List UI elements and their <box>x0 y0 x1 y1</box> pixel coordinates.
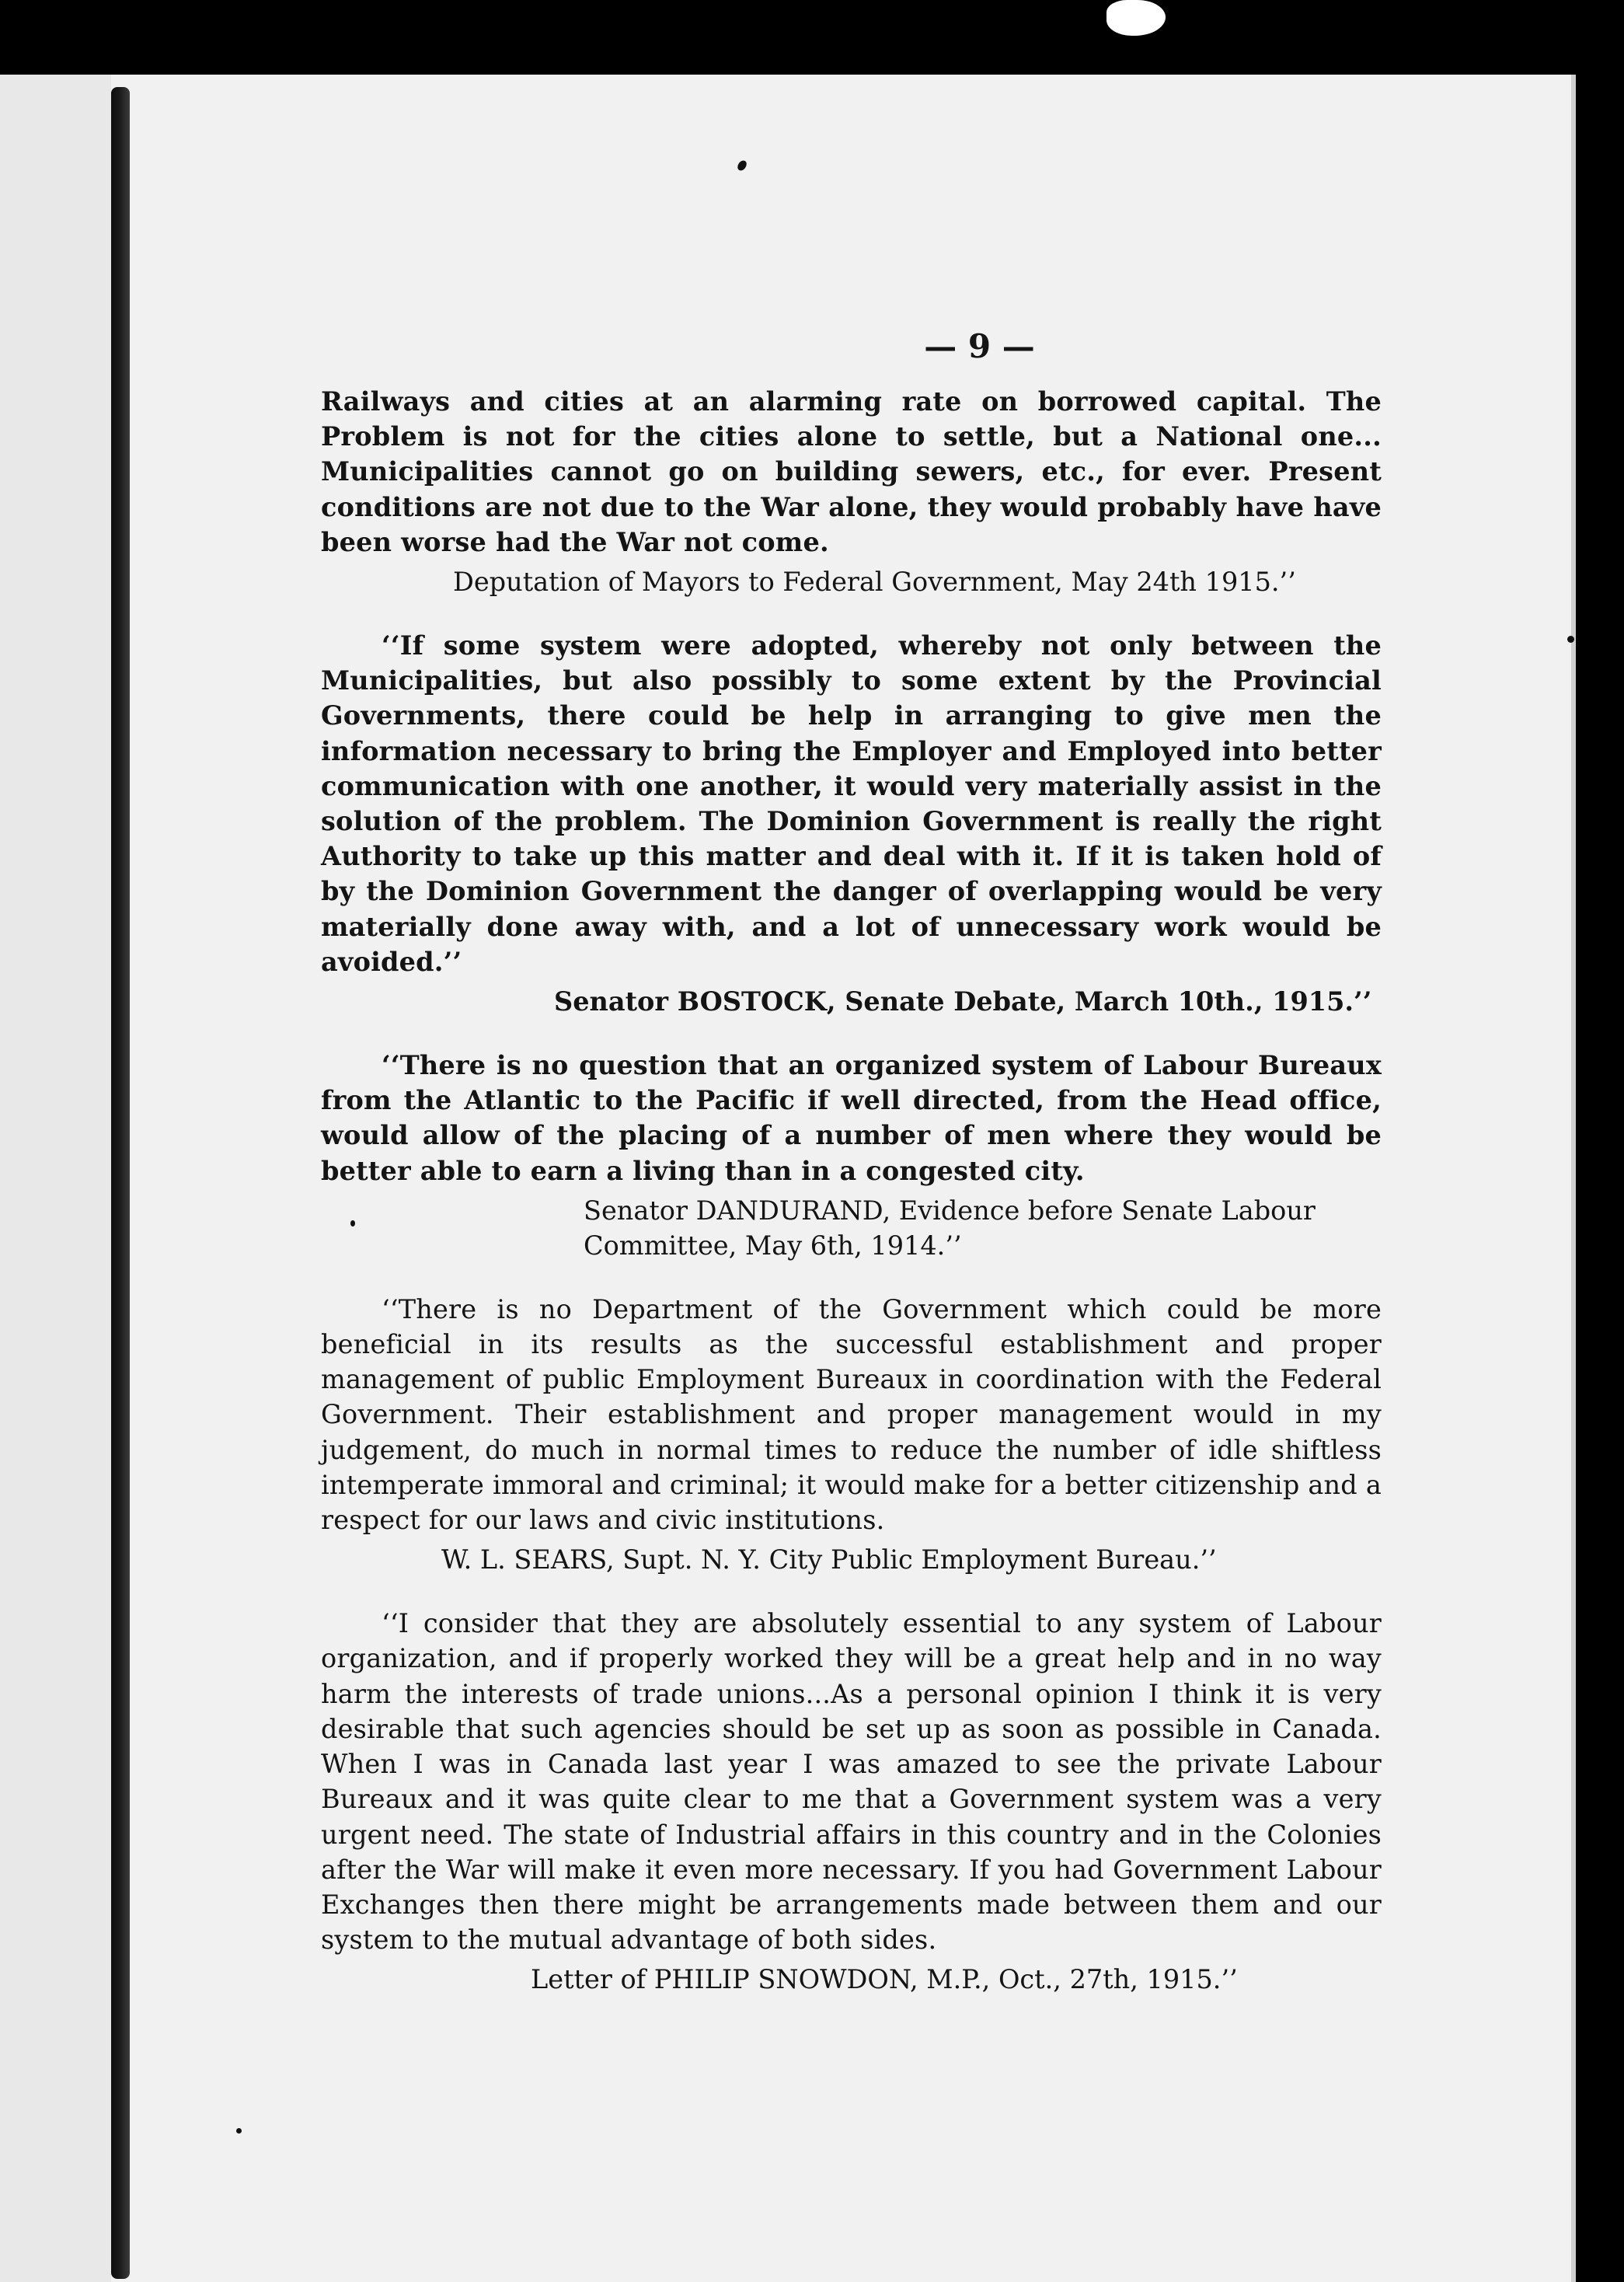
page-edge-shadow <box>1571 75 1576 2282</box>
quote-bostock: ‘‘If some system were adopted, whereby not only between the Municipalities, but also possibly to some extent by the Provincial Governments, there could be help in arranging to give men the information necessary to bring the Employer and Employed into better communication with one another, it would very materially assist in the solution of the problem. The Dominion Government is really the right Authority to take up this matter and deal with it. If it is taken hold of by the Dominion Government the danger of overlapping would be very materially done away with, and a lot of unnecessary work would be avoided.’’ <box>321 630 1382 977</box>
scan-speck <box>236 2128 242 2134</box>
attribution-mayors: Deputation of Mayors to Federal Government, May 24th 1915.’’ <box>453 567 1296 598</box>
attribution-sears: W. L. SEARS, Supt. N. Y. City Public Employment Bureau.’’ <box>441 1544 1217 1575</box>
scan-speck <box>736 159 748 172</box>
continuation-paragraph: Railways and cities at an alarming rate on borrowed capital. The Problem is not for the cities alone to settle, but a National one... Municipalities cannot go on building sewers, etc., for ever. Present conditions are not due to the War alone, they would probably have have been worse had the War not come. <box>321 386 1382 557</box>
attribution-snowdon: Letter of PHILIP SNOWDON, M.P., Oct., 27th, 1915.’’ <box>531 1964 1238 1995</box>
page-content <box>321 325 1382 1997</box>
scan-blot <box>1106 0 1166 36</box>
page-number: — 9 — <box>924 327 1035 365</box>
quote-snowdon: ‘‘I consider that they are absolutely essential to any system of Labour organization, and if properly worked they will be a great help and in no way harm the interests of trade unions...As a personal opinion I think it is very desirable that such agencies should be set up as soon as possible in Canada. When I was in Canada last year I was amazed to see the private Labour Bureaux and it was quite clear to me that a Government system was a very urgent need. The state of Industrial affairs in this country and in the Colonies after the War will make it even more necessary. If you had Government Labour Exchanges then there might be arrangements made between them and our system to the mutual advantage of both sides. <box>321 1608 1382 1956</box>
attribution-bostock: Senator BOSTOCK, Senate Debate, March 10th., 1915.’’ <box>554 986 1372 1017</box>
left-margin-strip <box>0 75 111 2282</box>
scan-speck <box>1567 636 1574 643</box>
quote-dandurand: ‘‘There is no question that an organized system of Labour Bureaux from the Atlantic to the Pacific if well directed, from the Head office, would allow of the placing of a number of men where they would be better able to earn a living than in a congested city. <box>321 1050 1382 1186</box>
scanned-page <box>0 75 1576 2282</box>
quote-sears: ‘‘There is no Department of the Government which could be more beneficial in its results as the successful establishment and proper management of public Employment Bureaux in coordination with the Federal Government. Their establishment and proper management would in my judgement, do much in normal times to reduce the number of idle shiftless intemperate immoral and criminal; it would make for a better citizenship and a respect for our laws and civic institutions. <box>321 1293 1382 1536</box>
attribution-dandurand: Senator DANDURAND, Evidence before Senate Labour Committee, May 6th, 1914.’’ <box>584 1195 1316 1261</box>
binding-edge <box>111 87 130 2279</box>
